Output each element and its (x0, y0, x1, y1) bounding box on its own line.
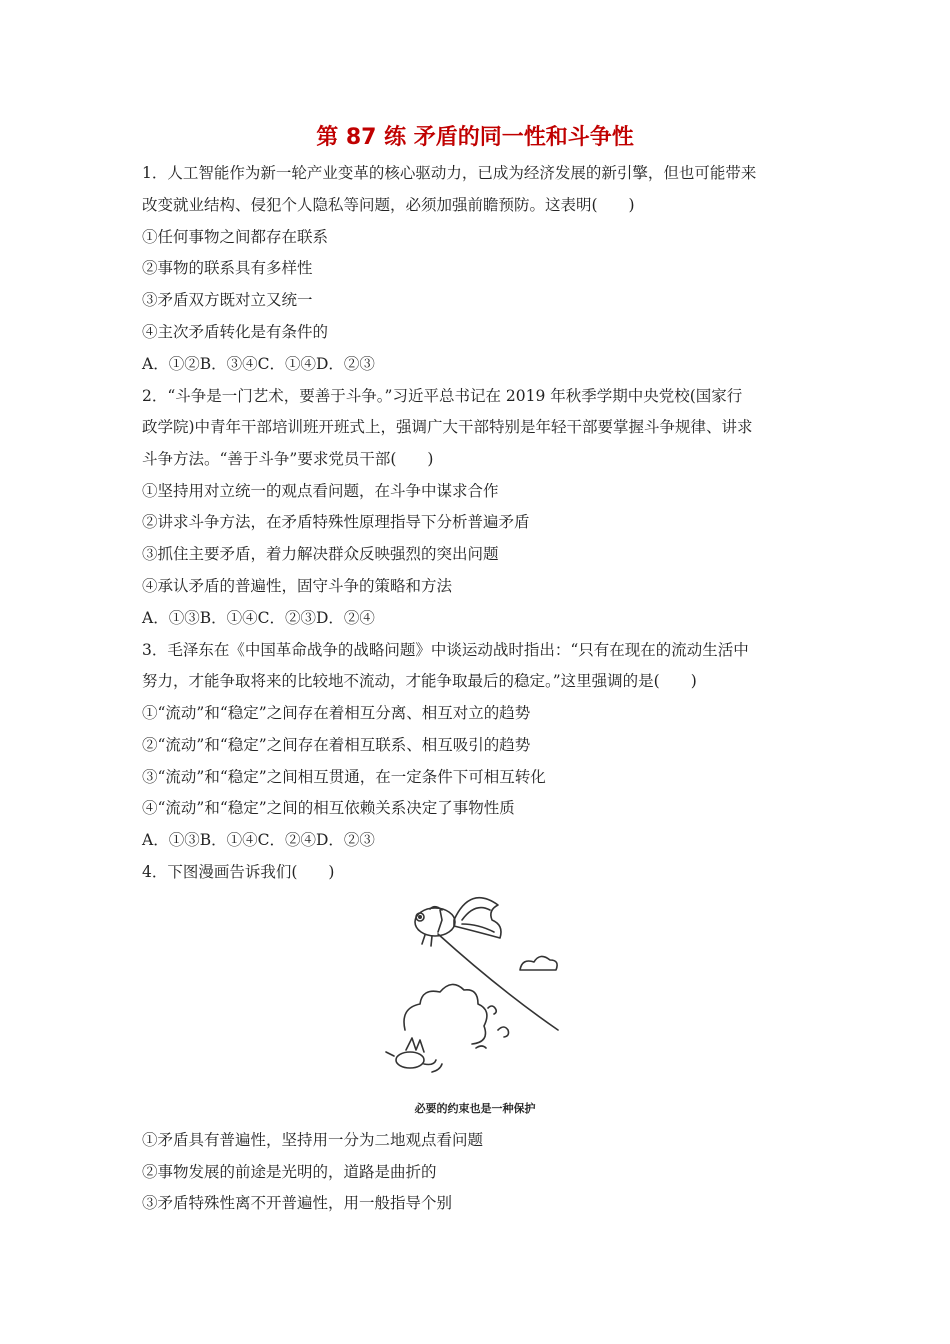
figure-caption: 必要的约束也是一种保护 (414, 1102, 536, 1115)
q1-option-2: ②事物的联系具有多样性 (142, 259, 313, 277)
kite-fish-body (415, 908, 455, 936)
q3-option-2: ②“流动”和“稳定”之间存在着相互联系、相互吸引的趋势 (142, 736, 531, 754)
q4-option-2: ②事物发展的前途是光明的，道路是曲折的 (142, 1163, 437, 1181)
page-title: 第 87 练 矛盾的同一性和斗争性 (316, 125, 634, 150)
kite-string (438, 934, 558, 1030)
q2-stem-line-3: 斗争方法。“善于斗争”要求党员干部( ) (142, 450, 434, 468)
q1-stem-line-1: 1．人工智能作为新一轮产业变革的核心驱动力，已成为经济发展的新引擎，但也可能带来 (142, 164, 757, 182)
cartoon-figure (380, 880, 570, 1120)
q3-choices: A．①③B．①④C．②④D．②③ (142, 831, 375, 849)
q2-choices: A．①③B．①④C．②③D．②④ (142, 609, 375, 627)
q4-option-1: ①矛盾具有普遍性，坚持用一分为二地观点看问题 (142, 1131, 484, 1149)
q2-option-3: ③抓住主要矛盾，着力解决群众反映强烈的突出问题 (142, 545, 499, 563)
q2-option-4: ④承认矛盾的普遍性，固守斗争的策略和方法 (142, 577, 453, 595)
cloud-large (404, 984, 487, 1044)
q3-option-1: ①“流动”和“稳定”之间存在着相互分离、相互对立的趋势 (142, 704, 531, 722)
q2-option-1: ①坚持用对立统一的观点看问题，在斗争中谋求合作 (142, 482, 499, 500)
q1-option-4: ④主次矛盾转化是有条件的 (142, 323, 329, 341)
q3-stem-line-2: 努力，才能争取将来的比较地不流动，才能争取最后的稳定。”这里强调的是( ) (142, 672, 697, 690)
q4-stem: 4．下图漫画告诉我们( ) (142, 863, 335, 881)
cloud-small (520, 956, 557, 970)
q3-stem-line-1: 3．毛泽东在《中国革命战争的战略问题》中谈运动战时指出：“只有在现在的流动生活中 (142, 641, 749, 659)
q1-choices: A．①②B．③④C．①④D．②③ (142, 355, 375, 373)
q3-option-3: ③“流动”和“稳定”之间相互贯通，在一定条件下可相互转化 (142, 768, 546, 786)
q4-option-3: ③矛盾特殊性离不开普遍性，用一般指导个别 (142, 1194, 453, 1212)
fallen-kite (396, 1052, 424, 1068)
q1-option-1: ①任何事物之间都存在联系 (142, 228, 329, 246)
q1-option-3: ③矛盾双方既对立又统一 (142, 291, 313, 309)
q2-option-2: ②讲求斗争方法，在矛盾特殊性原理指导下分析普遍矛盾 (142, 513, 530, 531)
q2-stem-line-2: 政学院)中青年干部培训班开班式上，强调广大干部特别是年轻干部要掌握斗争规律、讲求 (142, 418, 753, 436)
q2-stem-line-1: 2．“斗争是一门艺术，要善于斗争。”习近平总书记在 2019 年秋季学期中央党校(国家行 (142, 387, 743, 405)
cartoon-illustration (380, 880, 570, 1095)
q3-option-4: ④“流动”和“稳定”之间的相互依赖关系决定了事物性质 (142, 799, 515, 817)
q1-stem-line-2: 改变就业结构、侵犯个人隐私等问题，必须加强前瞻预防。这表明( ) (142, 196, 635, 214)
